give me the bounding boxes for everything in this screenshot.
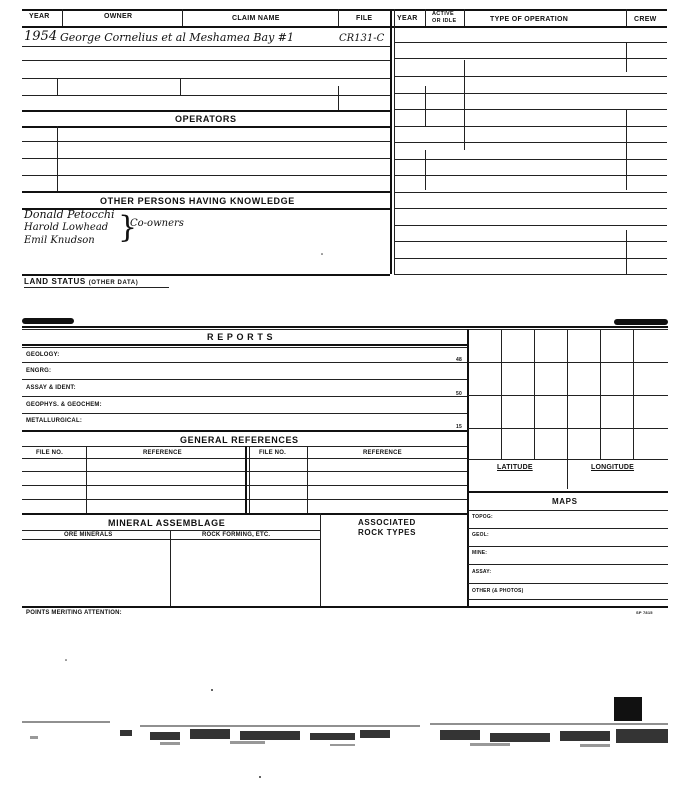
longitude-label: LONGITUDE — [591, 464, 635, 471]
geol-label: GEOL: — [472, 532, 489, 538]
header-or-idle: OR IDLE — [432, 18, 457, 24]
assay-ident-label: ASSAY & IDENT: — [26, 385, 76, 391]
geophys-label: GEOPHYS. & GEOCHEM: — [26, 402, 102, 408]
topog-label: TOPOG: — [472, 514, 493, 520]
brace-glyph: } — [118, 210, 138, 245]
header-active: ACTIVE — [432, 11, 454, 17]
header-claim-name: CLAIM NAME — [232, 15, 280, 22]
land-status-text: LAND STATUS — [24, 277, 86, 286]
header-type-of-operation: TYPE OF OPERATION — [490, 16, 569, 23]
geology-label: GEOLOGY: — [26, 352, 60, 358]
latitude-label: LATITUDE — [497, 464, 533, 471]
general-references-title: GENERAL REFERENCES — [180, 435, 299, 445]
file-no-header-1: FILE NO. — [36, 450, 63, 456]
geology-number: 48 — [456, 357, 462, 363]
points-meriting-label: POINTS MERITING ATTENTION: — [26, 610, 122, 616]
assay-number: 50 — [456, 391, 462, 397]
reports-title: R E P O R T S — [207, 332, 274, 342]
other-person-2: Harold Lowhead — [24, 222, 109, 233]
header-owner: OWNER — [104, 13, 133, 20]
co-owners-note: Co-owners — [130, 218, 184, 229]
associated-label: ASSOCIATED — [358, 518, 416, 527]
other-person-3: Emil Knudson — [24, 235, 95, 246]
form-number: SP 7815 — [636, 610, 653, 615]
operators-title: OPERATORS — [175, 114, 237, 124]
file-no-header-2: FILE NO. — [259, 450, 286, 456]
claim-year-entry: 1954 — [24, 29, 58, 44]
mineral-assemblage-title: MINERAL ASSEMBLAGE — [108, 518, 226, 528]
reference-header-1: REFERENCE — [143, 450, 182, 456]
other-person-1: Donald Petocchi — [24, 208, 115, 221]
metallurgical-number: 15 — [456, 424, 462, 430]
metallurgical-label: METALLURGICAL: — [26, 418, 83, 424]
reference-header-2: REFERENCE — [363, 450, 402, 456]
header-crew: CREW — [634, 16, 657, 23]
maps-title: MAPS — [552, 497, 578, 506]
rock-forming-header: ROCK FORMING, ETC. — [202, 532, 271, 538]
other-persons-title: OTHER PERSONS HAVING KNOWLEDGE — [100, 196, 295, 206]
claim-owner-name-entry: George Cornelius et al Meshamea Bay #1 — [60, 31, 295, 44]
header-file: FILE — [356, 15, 373, 22]
rock-types-label: ROCK TYPES — [358, 528, 417, 537]
assay-map-label: ASSAY: — [472, 569, 492, 575]
engrg-label: ENGRG: — [26, 368, 52, 374]
other-photos-label: OTHER (& PHOTOS) — [472, 588, 524, 594]
header-year: YEAR — [29, 13, 50, 20]
claim-file-entry: CR131-C — [339, 33, 385, 44]
land-status-sub: (OTHER DATA) — [88, 280, 139, 286]
header-year-2: YEAR — [397, 15, 418, 22]
ore-minerals-header: ORE MINERALS — [64, 532, 113, 538]
mine-label: MINE: — [472, 550, 488, 556]
